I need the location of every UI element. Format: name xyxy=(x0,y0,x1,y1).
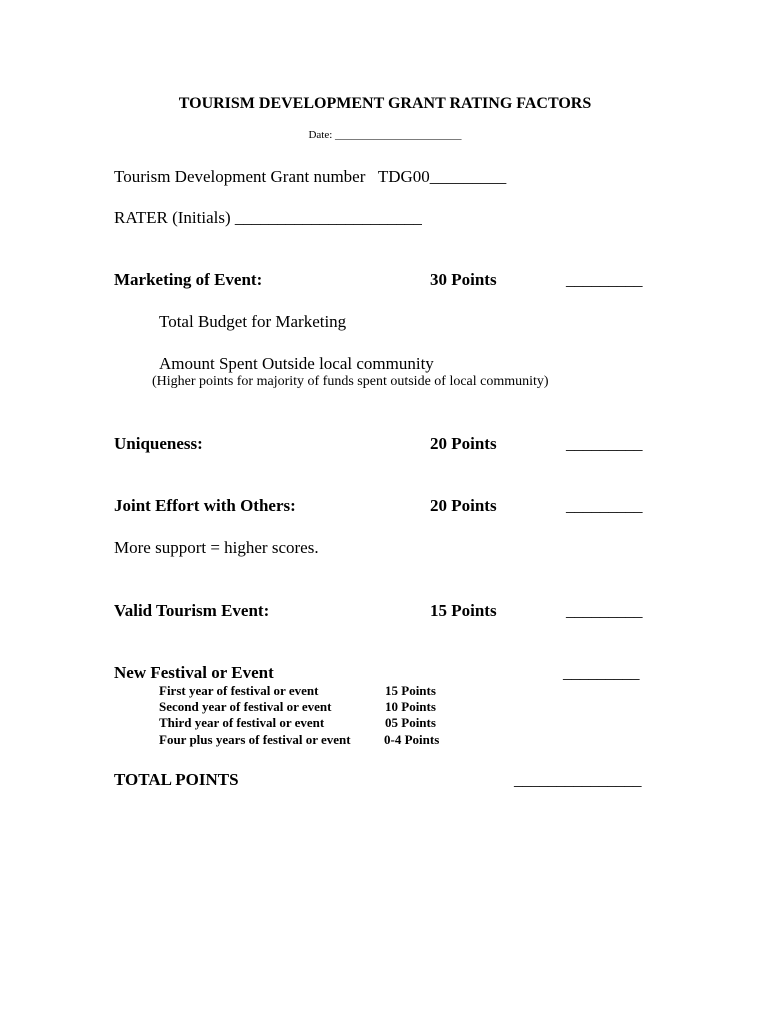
festival-row-points: 0-4 Points xyxy=(384,732,440,747)
joint-effort-score-blank[interactable]: _________ xyxy=(566,496,643,515)
grant-number-line xyxy=(114,168,506,185)
festival-row-label: Third year of festival or event xyxy=(159,715,325,730)
valid-event-label: Valid Tourism Event: xyxy=(114,601,270,620)
rater-label: RATER (Initials) xyxy=(114,208,231,227)
festival-row-label: Second year of festival or event xyxy=(159,699,332,714)
festival-row-points: 15 Points xyxy=(385,683,436,698)
page-title: TOURISM DEVELOPMENT GRANT RATING FACTORS xyxy=(178,95,592,112)
grant-number-blank[interactable]: _________ xyxy=(429,167,507,186)
date-label: Date: xyxy=(308,129,333,141)
festival-row-label: First year of festival or event xyxy=(159,683,319,698)
marketing-label: Marketing of Event: xyxy=(114,270,263,289)
new-festival-score-blank[interactable]: _________ xyxy=(563,663,640,682)
uniqueness-points: 20 Points xyxy=(430,434,497,453)
joint-effort-label: Joint Effort with Others: xyxy=(114,496,296,515)
valid-event-score-blank[interactable]: _________ xyxy=(566,601,643,620)
marketing-note: (Higher points for majority of funds spent outside of local community) xyxy=(152,374,549,389)
marketing-score-blank[interactable]: _________ xyxy=(566,270,643,289)
date-line xyxy=(0,130,770,141)
valid-event-points: 15 Points xyxy=(430,601,497,620)
joint-effort-points: 20 Points xyxy=(430,496,497,515)
marketing-item: Amount Spent Outside local community xyxy=(159,354,434,373)
festival-row-points: 05 Points xyxy=(385,715,436,730)
joint-effort-note: More support = higher scores. xyxy=(114,538,319,557)
rater-line xyxy=(114,209,422,226)
marketing-points: 30 Points xyxy=(430,270,497,289)
total-points-label: TOTAL POINTS xyxy=(114,770,239,789)
grant-number-label: Tourism Development Grant number xyxy=(114,167,366,186)
new-festival-label: New Festival or Event xyxy=(114,663,274,682)
total-points-blank[interactable]: _______________ xyxy=(514,770,642,789)
grant-number-prefix: TDG00 xyxy=(377,167,430,186)
uniqueness-score-blank[interactable]: _________ xyxy=(566,434,643,453)
festival-row-label: Four plus years of festival or event xyxy=(159,732,351,747)
rater-blank[interactable]: ______________________ xyxy=(234,208,422,227)
date-blank[interactable]: _______________________ xyxy=(335,129,462,141)
festival-row-points: 10 Points xyxy=(385,699,436,714)
uniqueness-label: Uniqueness: xyxy=(114,434,203,453)
marketing-item: Total Budget for Marketing xyxy=(159,312,347,331)
